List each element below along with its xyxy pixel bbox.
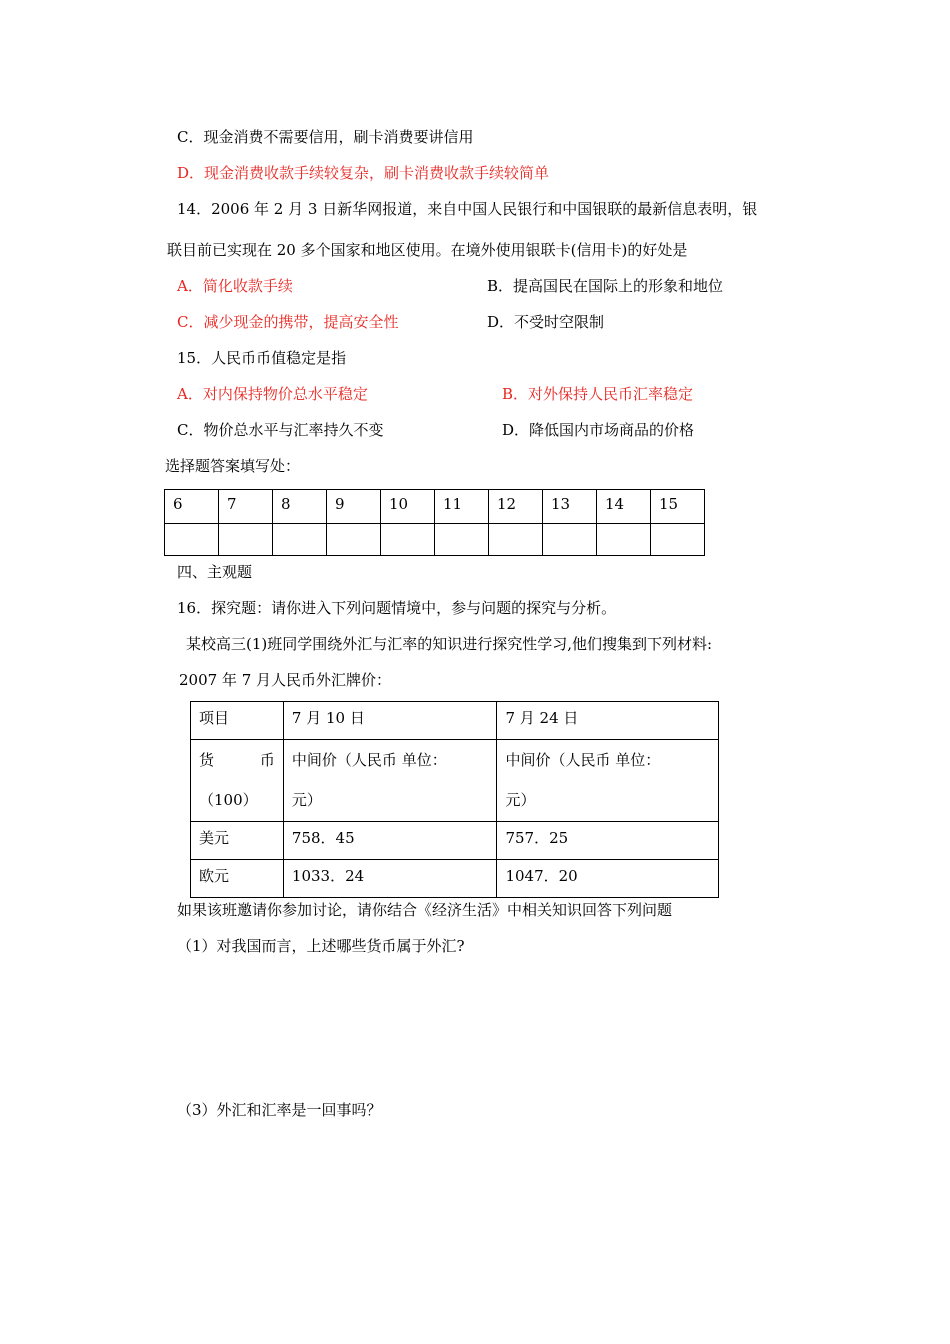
currency-label-unit: （100） [199,791,258,809]
currency-label-char1: 货 [199,751,215,769]
answer-header-cell: 8 [273,490,327,524]
q14-option-c: C．减少现金的携带，提高安全性 [177,313,399,331]
mid-price-line2: 元） [291,791,322,809]
answer-input-cell[interactable] [327,524,381,556]
answer-header-cell: 6 [165,490,219,524]
answer-section-label: 选择题答案填写处： [165,457,301,475]
q15-option-d: D．降低国内市场商品的价格 [502,421,695,439]
q14-stem-line1: 14．2006 年 2 月 3 日新华网报道，来自中国人民银行和中国银联的最新信息表明，银 [177,200,758,218]
table-mid-price-cell [497,740,719,822]
currency-label-char2: 币 [259,751,275,769]
answer-input-cell[interactable] [543,524,597,556]
mid-price-line1: 中间价（人民币 单位： [291,751,447,769]
table-row [191,822,719,860]
table-header-date2: 7 月 24 日 [497,702,719,740]
q16-sub1: （1）对我国而言，上述哪些货币属于外汇? [177,937,465,955]
answer-table [164,489,705,556]
answer-header-cell: 13 [543,490,597,524]
q15-option-a: A．对内保持物价总水平稳定 [177,385,368,403]
table-mid-price-cell [283,740,497,822]
answer-header-cell: 9 [327,490,381,524]
mid-price-line1: 中间价（人民币 单位： [505,751,661,769]
table-header-date1: 7 月 10 日 [283,702,497,740]
answer-input-cell[interactable] [489,524,543,556]
row-currency: 欧元 [191,860,284,898]
q16-stem: 16．探究题：请你进入下列问题情境中，参与问题的探究与分析。 [177,599,617,617]
q15-stem: 15．人民币币值稳定是指 [177,349,347,367]
q16-sub3: （3）外汇和汇率是一回事吗？ [177,1101,382,1119]
q16-intro: 某校高三(1)班同学围绕外汇与汇率的知识进行探究性学习,他们搜集到下列材料: [186,635,713,653]
table-row [191,860,719,898]
row-price-date1: 1033．24 [283,860,497,898]
q14-option-a: A．简化收款手续 [177,277,293,295]
q14-stem-line2: 联目前已实现在 20 多个国家和地区使用。在境外使用银联卡(信用卡)的好处是 [167,241,688,259]
part4-title: 四、主观题 [177,563,253,581]
answer-input-cell[interactable] [651,524,705,556]
answer-header-cell: 15 [651,490,705,524]
row-price-date2: 1047．20 [497,860,719,898]
answer-input-cell[interactable] [435,524,489,556]
row-price-date2: 757．25 [497,822,719,860]
row-currency: 美元 [191,822,284,860]
answer-input-cell[interactable] [381,524,435,556]
q13-option-d: D．现金消费收款手续较复杂，刷卡消费收款手续较简单 [177,164,550,182]
mid-price-line2: 元） [505,791,536,809]
q15-option-b: B．对外保持人民币汇率稳定 [502,385,694,403]
answer-input-cell[interactable] [165,524,219,556]
q14-option-b: B．提高国民在国际上的形象和地位 [487,277,724,295]
q16-table-caption: 2007 年 7 月人民币外汇牌价： [179,671,392,689]
answer-header-cell: 14 [597,490,651,524]
answer-header-cell: 11 [435,490,489,524]
answer-header-cell: 7 [219,490,273,524]
answer-header-cell: 10 [381,490,435,524]
q13-option-c: C．现金消费不需要信用，刷卡消费要讲信用 [177,128,474,146]
answer-input-cell[interactable] [597,524,651,556]
answer-header-cell: 12 [489,490,543,524]
q14-option-d: D．不受时空限制 [487,313,605,331]
answer-input-cell[interactable] [219,524,273,556]
q15-option-c: C．物价总水平与汇率持久不变 [177,421,384,439]
table-header-item: 项目 [191,702,284,740]
table-currency-label-cell [191,740,284,822]
q16-prompt: 如果该班邀请你参加讨论，请你结合《经济生活》中相关知识回答下列问题 [177,901,673,919]
answer-input-cell[interactable] [273,524,327,556]
row-price-date1: 758．45 [283,822,497,860]
exchange-rate-table [190,701,719,898]
